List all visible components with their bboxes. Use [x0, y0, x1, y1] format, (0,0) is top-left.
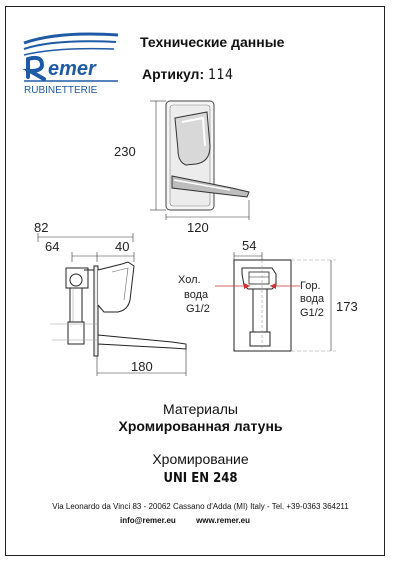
front-view [178, 238, 358, 352]
article-label: Артикул: [142, 66, 205, 82]
dimension-part-a-label: 64 [45, 239, 60, 254]
dimension-front-height-label: 173 [336, 299, 358, 314]
materials-value: Хромированная латунь [118, 418, 283, 434]
dimension-height [114, 101, 166, 210]
cold-label-1: Хол. [178, 274, 201, 286]
cold-label-3: G1/2 [186, 303, 210, 315]
dimension-spout-label: 180 [131, 359, 153, 374]
product-photo [166, 101, 249, 210]
cold-label-2: вода [184, 289, 209, 301]
article-code: 114 [208, 67, 234, 83]
logo-subtitle: RUBINETTERIE [24, 85, 98, 96]
dimension-part-b-label: 40 [115, 239, 130, 254]
plating-value: UNI EN 248 [163, 471, 238, 486]
contacts [120, 516, 250, 525]
plating-label: Хромирование [152, 451, 249, 467]
email-link[interactable]: info@remer.eu [120, 516, 176, 525]
company-address: Via Leonardo da Vinci 83 - 20062 Cassano d'Adda (MI) Italy - Tel. +39-0363 364211 [52, 502, 349, 511]
dimension-body-depth-label: 82 [34, 220, 49, 235]
logo-wordmark: emer [48, 58, 96, 80]
hot-label-1: Гор. [300, 280, 321, 292]
hot-label-3: G1/2 [300, 307, 324, 319]
hot-label-2: вода [300, 293, 325, 305]
dimension-height-label: 230 [114, 144, 136, 159]
website-link[interactable]: www.remer.eu [196, 516, 251, 525]
page-title: Технические данные [140, 34, 285, 50]
dimension-depth-label: 120 [187, 220, 209, 235]
dimension-front-offset-label: 54 [242, 238, 257, 253]
side-view [34, 220, 186, 376]
materials-label: Материалы [163, 401, 238, 417]
